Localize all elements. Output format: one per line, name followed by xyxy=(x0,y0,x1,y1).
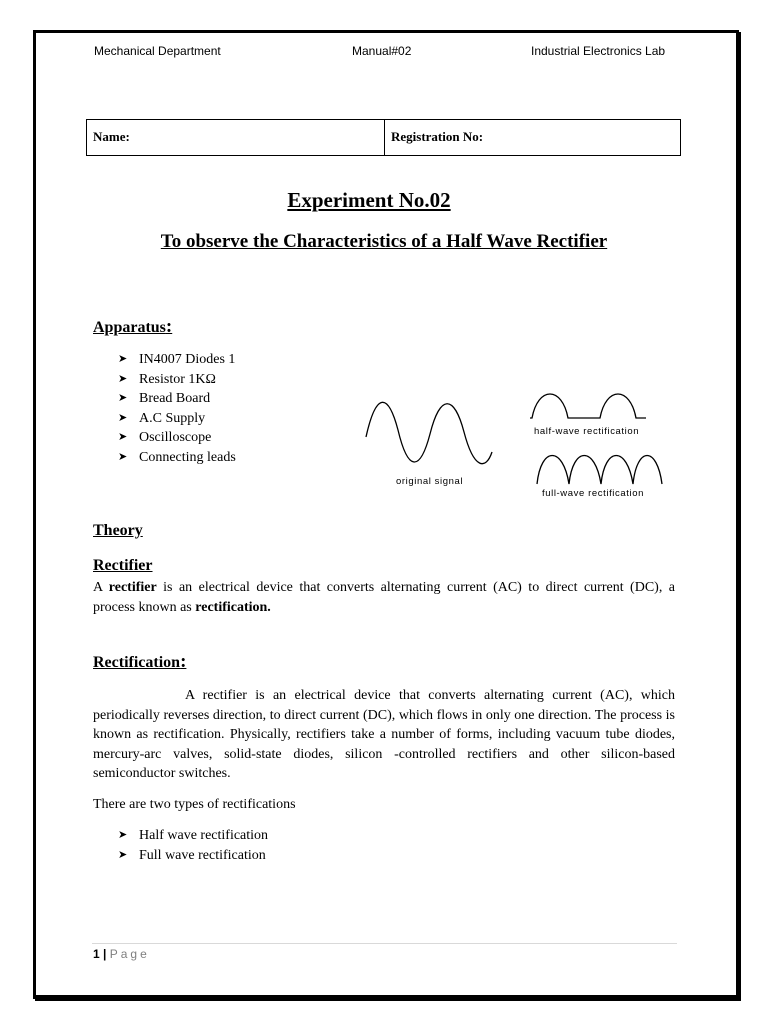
header-lab: Industrial Electronics Lab xyxy=(531,44,666,58)
list-item: ➤ Half wave rectification xyxy=(118,826,268,846)
arrow-bullet-icon: ➤ xyxy=(118,353,128,365)
rectification-types-intro: There are two types of rectifications xyxy=(93,797,296,812)
arrow-bullet-icon: ➤ xyxy=(118,392,128,405)
original-signal-wave xyxy=(366,402,492,463)
name-field[interactable] xyxy=(87,120,385,155)
rectification-types-list xyxy=(118,826,268,865)
page-word: Page xyxy=(109,947,150,961)
list-item: ➤ Resistor 1KΩ xyxy=(118,370,236,390)
list-item: ➤ A.C Supply xyxy=(118,409,236,429)
arrow-bullet-icon: ➤ xyxy=(118,848,128,861)
half-wave-rectification-wave xyxy=(530,394,646,418)
student-info-table xyxy=(86,119,681,156)
list-item: ➤ Full wave rectification xyxy=(118,846,268,866)
arrow-bullet-icon: ➤ xyxy=(118,411,128,424)
apparatus-list xyxy=(118,350,236,468)
rectification-paragraph: A rectifier is an electrical device that converts alternating current (AC), which periodically reverses direction, to direct current (DC), which flows in only one direction. The process is known as rectification. Physically, rectifiers take a number of forms, including vacuum tube diodes, mercury-arc valves, solid-state diodes, silicon -controlled rectifiers and other silicon-based semiconductor switches. xyxy=(93,688,675,782)
name-label: Name: xyxy=(93,129,130,144)
list-item: ➤ IN4007 Diodes 1 xyxy=(118,350,236,370)
full-wave-rectification-wave xyxy=(537,456,662,485)
rectifier-definition: A rectifier is an electrical device that converts alternating current (AC) to direct current (DC), a process known as rectification. xyxy=(93,580,675,615)
page-footer xyxy=(93,947,150,961)
apparatus-heading: Apparatus: xyxy=(93,316,173,337)
half-wave-label: half-wave rectification xyxy=(534,426,640,437)
arrow-bullet-icon: ➤ xyxy=(118,450,128,463)
list-item: ➤ Bread Board xyxy=(118,389,236,409)
rectifier-heading: Rectifier xyxy=(93,557,153,574)
full-wave-label: full-wave rectification xyxy=(542,488,644,499)
arrow-bullet-icon: ➤ xyxy=(118,372,128,385)
header-manual: Manual#02 xyxy=(352,44,412,58)
original-signal-label: original signal xyxy=(396,476,464,487)
registration-field[interactable] xyxy=(385,120,680,155)
list-item: ➤ Oscilloscope xyxy=(118,428,236,448)
footer-divider xyxy=(92,943,677,944)
experiment-subtitle: To observe the Characteristics of a Half Wave Rectifier xyxy=(160,231,608,252)
footer-separator: | xyxy=(99,947,110,961)
page-number: 1 xyxy=(93,947,100,961)
rectification-heading: Rectification: xyxy=(93,651,187,672)
registration-label: Registration No: xyxy=(391,129,484,144)
arrow-bullet-icon: ➤ xyxy=(118,829,128,841)
list-item: ➤ Connecting leads xyxy=(118,448,236,468)
theory-heading: Theory xyxy=(93,522,143,539)
header-department: Mechanical Department xyxy=(94,44,221,58)
experiment-title: Experiment No.02 xyxy=(287,188,451,212)
rectification-waveforms-figure xyxy=(358,382,678,507)
arrow-bullet-icon: ➤ xyxy=(118,431,128,444)
